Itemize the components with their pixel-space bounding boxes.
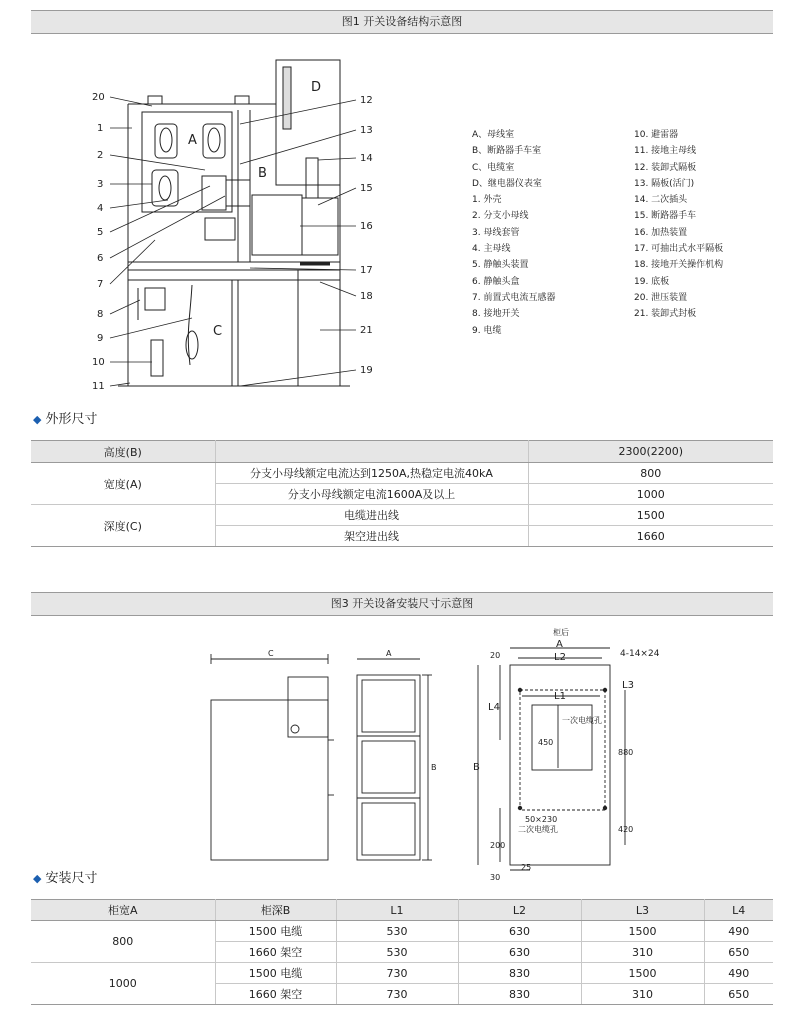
plan-label-l1: L1	[554, 691, 566, 702]
callout-19: 19	[360, 365, 373, 376]
l2-cell: 630	[458, 921, 581, 942]
legend-item: 14. 二次插头	[634, 195, 688, 206]
room-b-label: B	[258, 166, 267, 181]
l2-cell: 830	[458, 963, 581, 984]
install-heading-text: 安装尺寸	[45, 871, 98, 886]
l1-cell: 530	[336, 921, 458, 942]
l3-cell: 310	[581, 942, 704, 963]
cabinet-depth-cell: 1500 电缆	[215, 963, 336, 984]
depth-value: 1660	[528, 526, 773, 547]
legend-item: A、母线室	[472, 130, 515, 140]
height-value: 2300(2200)	[528, 441, 773, 463]
dimensions-table	[31, 440, 773, 547]
l1-cell: 730	[336, 984, 458, 1005]
figure1-title: 图1 开关设备结构示意图	[341, 15, 463, 28]
legend-item: 3. 母线套管	[472, 227, 520, 238]
header-l3: L3	[581, 900, 704, 921]
legend-item: 19. 底板	[634, 276, 670, 287]
diamond-icon: ◆	[33, 413, 42, 426]
dim-200: 200	[490, 841, 506, 850]
callout-14: 14	[360, 153, 373, 164]
callout-21: 21	[360, 325, 373, 336]
dim-420: 420	[618, 825, 634, 834]
install-table	[31, 899, 773, 1005]
callout-8: 8	[97, 309, 104, 320]
legend-item: 16. 加热装置	[634, 227, 688, 238]
callout-17: 17	[360, 265, 373, 276]
installation-diagram	[200, 622, 660, 887]
legend-item: 17. 可抽出式水平隔板	[634, 244, 724, 255]
legend-left	[472, 127, 555, 339]
header-cabinet-depth: 柜深B	[215, 900, 336, 921]
legend-item: 18. 接地开关操作机构	[634, 260, 724, 271]
callout-2: 2	[97, 150, 104, 161]
table-row	[31, 963, 773, 984]
plan-label-a: A	[556, 639, 563, 650]
l3-cell: 1500	[581, 921, 704, 942]
legend-item: 7. 前置式电流互感器	[472, 292, 556, 303]
callout-13: 13	[360, 125, 373, 136]
l4-cell: 650	[704, 984, 773, 1005]
dim-880: 880	[618, 748, 634, 757]
legend-item: D、继电器仪表室	[472, 178, 542, 189]
depth-value: 1500	[528, 505, 773, 526]
dim-25: 25	[521, 863, 532, 872]
callout-9: 9	[97, 333, 104, 344]
legend-item: 13. 隔板(活门)	[634, 178, 695, 189]
plan-label-l4: L4	[488, 702, 500, 713]
legend-item: 10. 避雷器	[634, 130, 679, 140]
secondary-cable-hole-size: 50×230	[525, 815, 558, 824]
depth-cond: 架空进出线	[215, 526, 528, 547]
callout-10: 10	[92, 357, 105, 368]
header-l4: L4	[704, 900, 773, 921]
callout-5: 5	[97, 227, 104, 238]
plan-label-b: B	[473, 762, 480, 773]
height-blank	[215, 441, 528, 463]
room-a-label: A	[188, 133, 197, 148]
legend-item: 9. 电缆	[472, 325, 502, 336]
l1-cell: 730	[336, 963, 458, 984]
front-view-label-a: A	[386, 649, 392, 658]
width-value: 800	[528, 463, 773, 484]
cabinet-depth-cell: 1660 架空	[215, 984, 336, 1005]
legend-item: B、断路器手车室	[472, 146, 542, 157]
cabinet-width-cell: 800	[31, 921, 215, 963]
legend-item: 8. 接地开关	[472, 309, 520, 320]
callout-1: 1	[97, 123, 104, 134]
primary-cable-hole-label: 一次电缆孔	[562, 716, 602, 725]
l3-cell: 310	[581, 984, 704, 1005]
l3-cell: 1500	[581, 963, 704, 984]
legend-item: 4. 主母线	[472, 244, 511, 255]
callout-12: 12	[360, 95, 373, 106]
legend-item: 6. 静触头盒	[472, 276, 520, 287]
callout-18: 18	[360, 291, 373, 302]
width-cond: 分支小母线额定电流1600A及以上	[215, 484, 528, 505]
cabinet-depth-cell: 1660 架空	[215, 942, 336, 963]
room-d-label: D	[311, 80, 322, 95]
callout-6: 6	[97, 253, 104, 264]
callout-16: 16	[360, 221, 373, 232]
l2-cell: 630	[458, 942, 581, 963]
cabinet-depth-cell: 1500 电缆	[215, 921, 336, 942]
holes-label: 4-14×24	[620, 649, 660, 659]
legend-item: 11. 接地主母线	[634, 146, 697, 157]
dimensions-heading	[33, 408, 97, 427]
dimensions-heading-text: 外形尺寸	[45, 412, 98, 427]
height-label: 高度(B)	[31, 441, 215, 463]
l4-cell: 490	[704, 963, 773, 984]
width-cond: 分支小母线额定电流达到1250A,热稳定电流40kA	[215, 463, 528, 484]
legend-item: 12. 装卸式隔板	[634, 162, 697, 173]
side-view-label-c: C	[268, 649, 274, 658]
legend-item: C、电缆室	[472, 162, 515, 173]
callout-4: 4	[97, 203, 104, 214]
width-label: 宽度(A)	[31, 463, 215, 505]
header-cabinet-width: 柜宽A	[31, 900, 215, 921]
cabinet-width-cell: 1000	[31, 963, 215, 1005]
dim-20: 20	[490, 651, 501, 660]
dim-30: 30	[490, 873, 501, 882]
diamond-icon: ◆	[33, 872, 42, 885]
dim-450: 450	[538, 738, 554, 747]
table-row	[31, 921, 773, 942]
depth-label: 深度(C)	[31, 505, 215, 547]
l4-cell: 650	[704, 942, 773, 963]
legend-item: 1. 外壳	[472, 195, 502, 206]
figure3-title-bar	[31, 592, 773, 616]
legend-item: 5. 静触头装置	[472, 260, 529, 271]
figure1-title-bar	[31, 10, 773, 34]
plan-top-label: 柜后	[553, 628, 569, 637]
callout-7: 7	[97, 279, 104, 290]
room-c-label: C	[213, 324, 223, 339]
legend-item: 15. 断路器手车	[634, 211, 697, 222]
legend-right	[634, 127, 723, 323]
plan-label-l2: L2	[554, 652, 566, 663]
width-value: 1000	[528, 484, 773, 505]
header-l2: L2	[458, 900, 581, 921]
l1-cell: 530	[336, 942, 458, 963]
plan-label-l3: L3	[622, 680, 634, 691]
secondary-cable-hole-label: 二次电缆孔	[518, 825, 558, 834]
l4-cell: 490	[704, 921, 773, 942]
callout-11: 11	[92, 381, 105, 392]
legend-item: 20. 泄压装置	[634, 292, 688, 303]
front-view-label-b: B	[431, 763, 437, 772]
callout-15: 15	[360, 183, 373, 194]
depth-cond: 电缆进出线	[215, 505, 528, 526]
legend-item: 21. 装卸式封板	[634, 309, 697, 320]
install-heading	[33, 867, 97, 886]
legend-item: 2. 分支小母线	[472, 211, 529, 222]
figure3-title: 图3 开关设备安装尺寸示意图	[330, 597, 474, 610]
callout-20: 20	[92, 92, 105, 103]
switchgear-structure-diagram	[80, 55, 380, 395]
l2-cell: 830	[458, 984, 581, 1005]
header-l1: L1	[336, 900, 458, 921]
callout-3: 3	[97, 179, 104, 190]
